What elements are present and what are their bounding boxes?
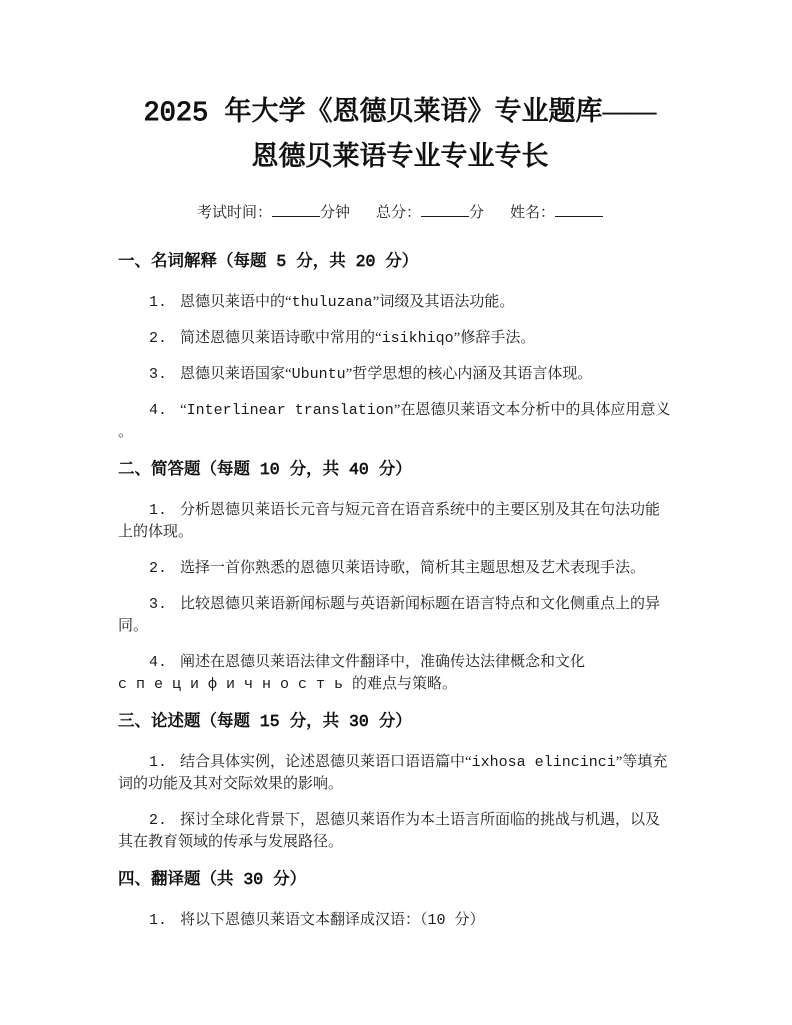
question-item xyxy=(118,810,682,854)
section-essay xyxy=(118,710,682,854)
question-item xyxy=(118,364,682,386)
name-blank xyxy=(555,202,603,217)
question-number: 1. xyxy=(149,912,168,929)
exam-info-line xyxy=(118,202,682,224)
question-number: 1. xyxy=(149,294,168,311)
question-number: 2. xyxy=(149,330,168,347)
question-text: “Interlinear translation”在恩德贝莱语文本分析中的具体应用意义 。 xyxy=(118,402,671,441)
total-score-blank xyxy=(421,202,469,217)
question-item xyxy=(118,500,682,544)
exam-time-label: 考试时间： xyxy=(196,205,272,222)
section-term-explanation xyxy=(118,250,682,444)
question-item xyxy=(118,594,682,638)
page-title: 2025 年大学《恩德贝莱语》专业题库—— 恩德贝莱语专业专业专长 xyxy=(143,99,657,174)
question-text: 恩德贝莱语中的“thuluzana”词缀及其语法功能。 xyxy=(180,294,515,311)
question-number: 2. xyxy=(149,560,168,577)
section-short-answer xyxy=(118,458,682,696)
total-score-suffix: 分 xyxy=(469,205,485,222)
total-score-field xyxy=(376,202,484,224)
section-translation xyxy=(118,868,682,932)
question-number: 1. xyxy=(149,754,168,771)
question-text: 分析恩德贝莱语长元音与短元音在语音系统中的主要区别及其在句法功能 上的体现。 xyxy=(118,502,661,541)
question-number: 4. xyxy=(149,654,168,671)
question-item xyxy=(118,752,682,796)
section-heading: 一、名词解释（每题 5 分，共 20 分） xyxy=(118,252,419,271)
question-item xyxy=(118,652,682,696)
section-heading: 三、论述题（每题 15 分，共 30 分） xyxy=(118,712,412,731)
question-number: 3. xyxy=(149,366,168,383)
question-text: 将以下恩德贝莱语文本翻译成汉语：（10 分） xyxy=(180,912,485,929)
question-number: 4. xyxy=(149,402,168,419)
question-text: 探讨全球化背景下，恩德贝莱语作为本土语言所面临的挑战与机遇，以及 其在教育领域的传承与发展路径。 xyxy=(118,812,661,851)
question-text: 选择一首你熟悉的恩德贝莱语诗歌，简析其主题思想及艺术表现手法。 xyxy=(180,560,646,577)
total-score-label: 总分： xyxy=(375,205,421,222)
name-field xyxy=(510,202,603,224)
question-item xyxy=(118,558,682,580)
question-text: 简述恩德贝莱语诗歌中常用的“isikhiqo”修辞手法。 xyxy=(180,330,536,347)
question-item xyxy=(118,328,682,350)
question-number: 2. xyxy=(149,812,168,829)
exam-time-blank xyxy=(272,202,320,217)
question-text: 恩德贝莱语国家“Ubuntu”哲学思想的核心内涵及其语言体现。 xyxy=(180,366,593,383)
question-item xyxy=(118,400,682,444)
name-label: 姓名： xyxy=(510,205,556,222)
question-item xyxy=(118,292,682,314)
question-text: 结合具体实例，论述恩德贝莱语口语语篇中“ixhosa elincinci”等填充 词的功能及其对交际效果的影响。 xyxy=(118,754,668,793)
section-heading: 二、简答题（每题 10 分，共 40 分） xyxy=(118,460,412,479)
question-number: 3. xyxy=(149,596,168,613)
question-number: 1. xyxy=(149,502,168,519)
question-item xyxy=(118,910,682,932)
exam-time-field xyxy=(197,202,350,224)
question-text: 比较恩德贝莱语新闻标题与英语新闻标题在语言特点和文化侧重点上的异 同。 xyxy=(118,596,661,635)
exam-time-suffix: 分钟 xyxy=(319,205,350,222)
question-text: 阐述在恩德贝莱语法律文件翻译中，准确传达法律概念和文化 с п е ц и ф и ч н о с т ь 的难点与策略。 xyxy=(118,654,586,693)
section-heading: 四、翻译题（共 30 分） xyxy=(118,870,307,889)
